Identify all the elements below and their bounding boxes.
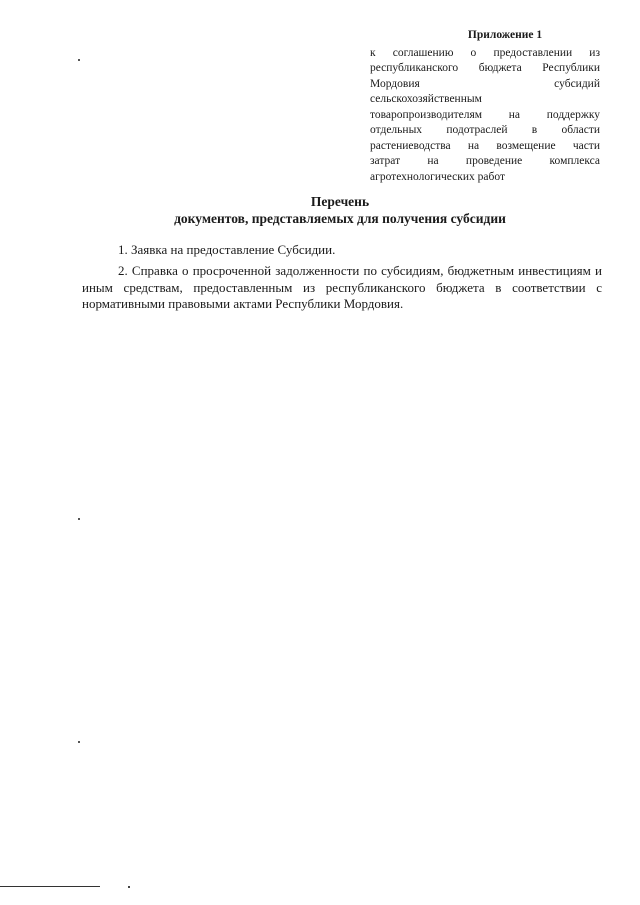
list-item-1: 1. Заявка на предоставление Субсидии.	[118, 242, 336, 257]
document-subtitle: документов, представляемых для получения субсидии	[174, 211, 506, 226]
scan-mark	[78, 518, 80, 520]
annex-text	[370, 46, 600, 186]
annex-line: Мордовия субсидий	[370, 77, 600, 90]
annex-line: агротехнологических работ	[370, 170, 505, 183]
list-item-2: 2. Справка о просроченной задолженности по субсидиям, бюджетным инвестициям и иным средствам, предоставленным из республиканского бюджета в соответствии с нормативными правовыми актами Республики Мордовия.	[82, 263, 602, 311]
annex-title: Приложение 1	[467, 29, 543, 41]
scan-mark	[78, 59, 80, 61]
annex-line: товаропроизводителям на поддержку	[370, 108, 600, 121]
annex-line: затрат на проведение комплекса	[370, 155, 600, 167]
annex-line: к соглашению о предоставлении из	[370, 46, 600, 59]
document-title: Перечень	[310, 194, 370, 209]
annex-line: республиканского бюджета Республики	[370, 62, 600, 74]
annex-line: сельскохозяйственным	[370, 93, 482, 105]
scan-mark	[128, 886, 130, 888]
annex-line: растениеводства на возмещение части	[370, 139, 600, 152]
annex-line: отдельных подотраслей в области	[370, 124, 600, 136]
footnote-divider	[0, 886, 100, 887]
scan-mark	[78, 741, 80, 743]
annex-block	[370, 28, 600, 185]
